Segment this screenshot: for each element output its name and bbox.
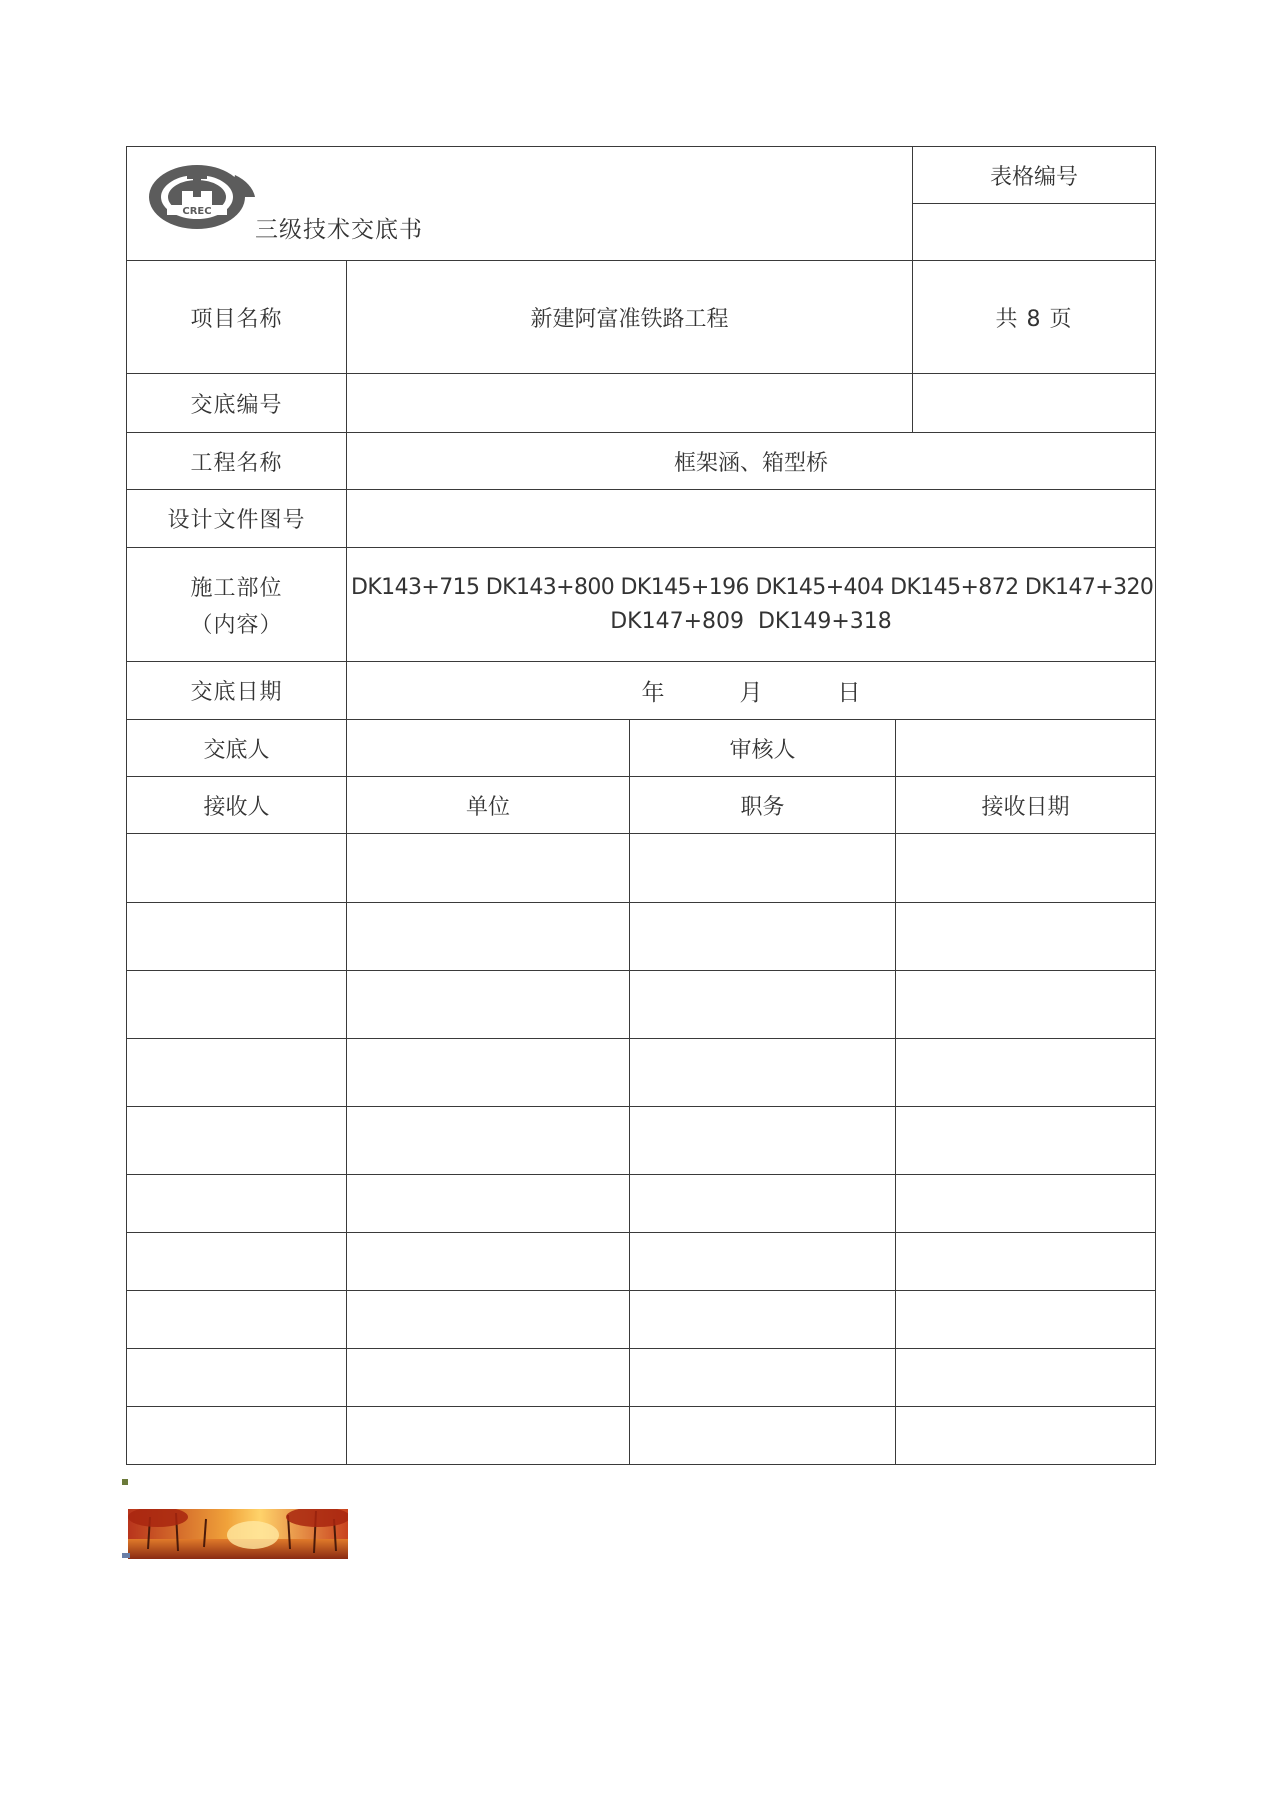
date-year: 年 bbox=[641, 680, 665, 706]
table-row bbox=[127, 1233, 1156, 1291]
receive-date-cell[interactable] bbox=[896, 1233, 1156, 1291]
construction-site-value[interactable] bbox=[347, 548, 1156, 662]
construction-site-label-line1: 施工部位 bbox=[190, 575, 283, 601]
form-number-value[interactable] bbox=[913, 204, 1156, 261]
receive-date-cell[interactable] bbox=[896, 1039, 1156, 1107]
receive-date-cell[interactable] bbox=[896, 1175, 1156, 1233]
autumn-forest-image bbox=[128, 1509, 348, 1559]
receive-date-header: 接收日期 bbox=[896, 777, 1156, 834]
position-cell[interactable] bbox=[630, 1291, 896, 1349]
unit-cell[interactable] bbox=[347, 1175, 630, 1233]
receive-date-cell[interactable] bbox=[896, 903, 1156, 971]
construction-site-value-line2: DK147+809 DK149+318 bbox=[610, 608, 892, 634]
position-cell[interactable] bbox=[630, 971, 896, 1039]
receiver-cell[interactable] bbox=[127, 971, 347, 1039]
design-doc-label: 设计文件图号 bbox=[127, 490, 347, 548]
table-row bbox=[127, 1039, 1156, 1107]
briefing-number-label: 交底编号 bbox=[127, 374, 347, 433]
autumn-forest-photo bbox=[128, 1509, 348, 1559]
date-month: 月 bbox=[739, 680, 763, 706]
unit-cell[interactable] bbox=[347, 1407, 630, 1465]
briefing-number-extra[interactable] bbox=[913, 374, 1156, 433]
briefing-date-value[interactable] bbox=[347, 662, 1156, 720]
table-row bbox=[127, 1175, 1156, 1233]
unit-cell[interactable] bbox=[347, 1039, 630, 1107]
table-row bbox=[127, 971, 1156, 1039]
unit-cell[interactable] bbox=[347, 1107, 630, 1175]
receive-date-cell[interactable] bbox=[896, 1349, 1156, 1407]
document-title: 三级技术交底书 bbox=[255, 217, 423, 243]
receiver-cell[interactable] bbox=[127, 1175, 347, 1233]
project-name-value[interactable]: 新建阿富准铁路工程 bbox=[347, 261, 913, 374]
unit-cell[interactable] bbox=[347, 1233, 630, 1291]
table-row bbox=[127, 1107, 1156, 1175]
briefing-date-label: 交底日期 bbox=[127, 662, 347, 720]
briefer-label: 交底人 bbox=[127, 720, 347, 777]
receive-date-cell[interactable] bbox=[896, 834, 1156, 903]
reviewer-label: 审核人 bbox=[630, 720, 896, 777]
receiver-cell[interactable] bbox=[127, 1107, 347, 1175]
construction-site-label bbox=[127, 548, 347, 662]
table-row bbox=[127, 1291, 1156, 1349]
page-count: 共 8 页 bbox=[913, 261, 1156, 374]
position-cell[interactable] bbox=[630, 1233, 896, 1291]
svg-text:CREC: CREC bbox=[182, 206, 212, 217]
small-mark-icon bbox=[122, 1479, 128, 1485]
table-row bbox=[127, 1349, 1156, 1407]
design-doc-value[interactable] bbox=[347, 490, 1156, 548]
receiver-cell[interactable] bbox=[127, 1407, 347, 1465]
photo-edge-mark bbox=[122, 1553, 130, 1558]
briefing-number-value[interactable] bbox=[347, 374, 913, 433]
table-row bbox=[127, 903, 1156, 971]
position-cell[interactable] bbox=[630, 834, 896, 903]
receive-date-cell[interactable] bbox=[896, 1107, 1156, 1175]
table-row bbox=[127, 834, 1156, 903]
receiver-cell[interactable] bbox=[127, 1291, 347, 1349]
briefing-form-sheet bbox=[126, 146, 1155, 1465]
receive-date-cell[interactable] bbox=[896, 971, 1156, 1039]
receiver-cell[interactable] bbox=[127, 1039, 347, 1107]
construction-site-value-line1: DK143+715 DK143+800 DK145+196 DK145+404 DK145+872 DK147+320 bbox=[351, 574, 1154, 600]
briefer-value[interactable] bbox=[347, 720, 630, 777]
unit-cell[interactable] bbox=[347, 971, 630, 1039]
position-cell[interactable] bbox=[630, 1349, 896, 1407]
position-cell[interactable] bbox=[630, 1039, 896, 1107]
receive-date-cell[interactable] bbox=[896, 1291, 1156, 1349]
reviewer-value[interactable] bbox=[896, 720, 1156, 777]
receiver-cell[interactable] bbox=[127, 903, 347, 971]
unit-header: 单位 bbox=[347, 777, 630, 834]
crec-railway-logo-icon bbox=[147, 161, 257, 233]
receiver-cell[interactable] bbox=[127, 834, 347, 903]
receiver-header: 接收人 bbox=[127, 777, 347, 834]
unit-cell[interactable] bbox=[347, 1349, 630, 1407]
unit-cell[interactable] bbox=[347, 834, 630, 903]
receive-date-cell[interactable] bbox=[896, 1407, 1156, 1465]
project-name-label: 项目名称 bbox=[127, 261, 347, 374]
receiver-cell[interactable] bbox=[127, 1233, 347, 1291]
position-cell[interactable] bbox=[630, 1175, 896, 1233]
date-day: 日 bbox=[837, 680, 861, 706]
receiver-cell[interactable] bbox=[127, 1349, 347, 1407]
work-name-label: 工程名称 bbox=[127, 433, 347, 490]
position-cell[interactable] bbox=[630, 1407, 896, 1465]
position-cell[interactable] bbox=[630, 1107, 896, 1175]
table-row bbox=[127, 1407, 1156, 1465]
unit-cell[interactable] bbox=[347, 903, 630, 971]
position-cell[interactable] bbox=[630, 903, 896, 971]
briefing-form-table bbox=[126, 146, 1156, 1465]
work-name-value[interactable]: 框架涵、箱型桥 bbox=[347, 433, 1156, 490]
unit-cell[interactable] bbox=[347, 1291, 630, 1349]
position-header: 职务 bbox=[630, 777, 896, 834]
title-cell bbox=[127, 147, 913, 261]
construction-site-label-line2: （内容） bbox=[190, 612, 283, 638]
form-number-label: 表格编号 bbox=[913, 147, 1156, 204]
